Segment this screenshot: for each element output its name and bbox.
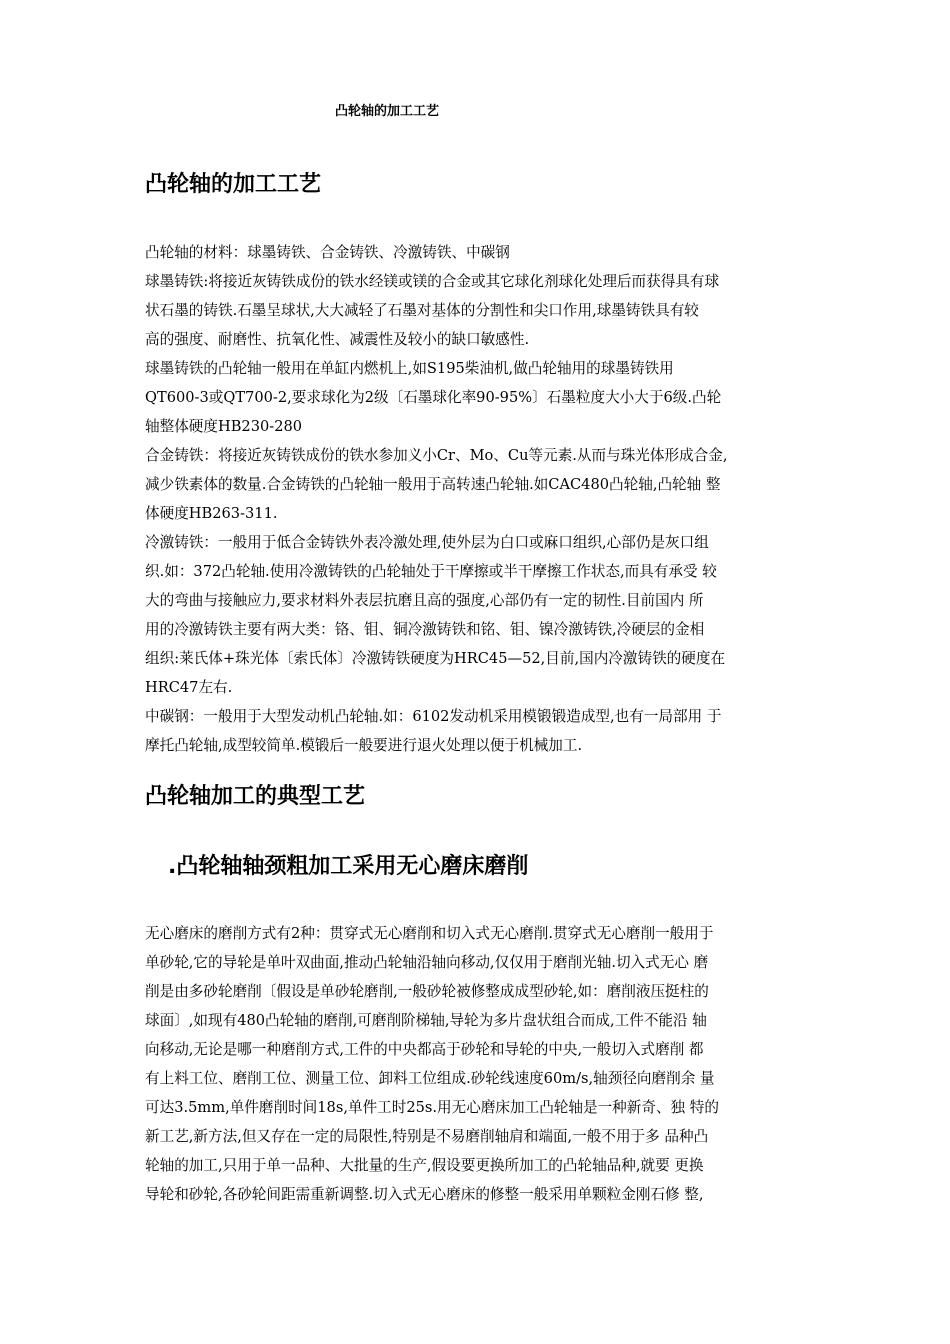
centerless-grinding-heading: .凸轮轴轴颈粗加工采用无心磨床磨削: [168, 854, 529, 879]
running-header: 凸轮轴的加工工艺: [335, 104, 440, 119]
paragraph-line: 冷激铸铁：一般用于低合金铸铁外表冷激处理,使外层为白口或麻口组织,心部仍是灰口组: [145, 534, 709, 551]
paragraph-line: 向移动,无论是哪一种磨削方式,工件的中央都高于砂轮和导轮的中央,一般切入式磨削 都: [145, 1041, 704, 1058]
paragraph-line: 高的强度、耐磨性、抗氧化性、减震性及较小的缺口敏感性.: [145, 331, 530, 348]
materials-section: [145, 238, 825, 760]
paragraph-line: 无心磨床的磨削方式有2种：贯穿式无心磨削和切入式无心磨削.贯穿式无心磨削一般用于: [145, 925, 714, 942]
paragraph-line: 球墨铸铁:将接近灰铸铁成份的铁水经镁或镁的合金或其它球化剂球化处理后而获得具有球: [145, 273, 720, 290]
paragraph-line: 用的冷激铸铁主要有两大类：铬、钼、铜冷激铸铁和铭、钼、镍冷激铸铁,冷硬层的金相: [145, 621, 705, 638]
paragraph-line: 大的弯曲与接触应力,要求材料外表层抗磨且高的强度,心部仍有一定的韧性.目前国内 所: [145, 592, 704, 609]
paragraph-line: 体硬度HB263-311.: [145, 505, 278, 522]
paragraph-line: 凸轮轴的材料：球墨铸铁、合金铸铁、冷激铸铁、中碳钢: [145, 244, 510, 261]
paragraph-line: 可达3.5mm,单件磨削时间18s,单件工时25s.用无心磨床加工凸轮轴是一种新奇、独 特的: [145, 1099, 719, 1116]
paragraph-line: HRC47左右.: [145, 679, 233, 696]
paragraph-line: QT600-3或QT700-2,要求球化为2级〔石墨球化率90-95%〕石墨粒度大小大于6级.凸轮: [145, 389, 722, 406]
typical-process-heading: 凸轮轴加工的典型工艺: [145, 784, 366, 809]
paragraph-line: 球面〕,如现有480凸轮轴的磨削,可磨削阶梯轴,导轮为多片盘状组合而成,工件不能沿 轴: [145, 1012, 707, 1029]
paragraph-line: 新工艺,新方法,但又存在一定的局限性,特别是不易磨削轴肩和端面,一般不用于多 品种凸: [145, 1128, 709, 1145]
paragraph-line: 减少铁素体的数量.合金铸铁的凸轮轴一般用于高转速凸轮轴.如CAC480凸轮轴,凸轮轴 整: [145, 476, 721, 493]
paragraph-line: 组织:莱氏体+珠光体〔索氏体〕冷激铸铁硬度为HRC45—52,目前,国内冷激铸铁的硬度在: [145, 650, 726, 667]
paragraph-line: 状石墨的铸铁.石墨呈球状,大大减轻了石墨对基体的分割性和尖口作用,球墨铸铁具有较: [145, 302, 699, 319]
paragraph-line: 轮轴的加工,只用于单一品种、大批量的生产,假设要更换所加工的凸轮轴品种,就要 更换: [145, 1157, 704, 1174]
paragraph-line: 合金铸铁：将接近灰铸铁成份的铁水参加义小Cr、Mo、Cu等元素.从而与珠光体形成合金,: [145, 447, 728, 464]
paragraph-line: 织.如：372凸轮轴.使用冷激铸铁的凸轮轴处于干摩擦或半干摩擦工作状态,而具有承受 较: [145, 563, 717, 580]
paragraph-line: 削是由多砂轮磨削〔假设是单砂轮磨削,一般砂轮被修整成成型砂轮,如：磨削液压挺柱的: [145, 983, 709, 1000]
paragraph-line: 摩托凸轮轴,成型较简单.模锻后一般要进行退火处理以便于机械加工.: [145, 737, 583, 754]
centerless-grinding-section: [145, 919, 825, 1209]
paragraph-line: 中碳钢：一般用于大型发动机凸轮轴.如：6102发动机采用模锻锻造成型,也有一局部用 于: [145, 708, 722, 725]
main-heading: 凸轮轴的加工工艺: [145, 172, 322, 197]
paragraph-line: 有上料工位、磨削工位、测量工位、卸料工位组成.砂轮线速度60m/s,轴颈径向磨削余 量: [145, 1070, 715, 1087]
paragraph-line: 球墨铸铁的凸轮轴一般用在单缸内燃机上,如S195柴油机,做凸轮轴用的球墨铸铁用: [145, 360, 674, 377]
paragraph-line: 单砂轮,它的导轮是单叶双曲面,推动凸轮轴沿轴向移动,仅仅用于磨削光轴.切入式无心 磨: [145, 954, 709, 971]
paragraph-line: 导轮和砂轮,各砂轮间距需重新调整.切入式无心磨床的修整一般采用单颗粒金刚石修 整,: [145, 1186, 704, 1203]
paragraph-line: 轴整体硬度HB230-280: [145, 418, 303, 435]
